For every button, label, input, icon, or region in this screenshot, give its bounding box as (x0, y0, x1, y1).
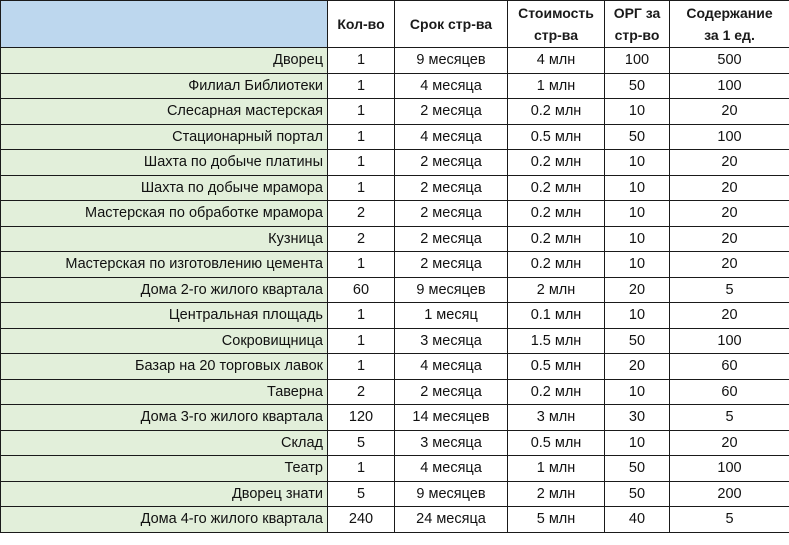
qty-cell[interactable]: 1 (328, 328, 395, 354)
name-cell[interactable]: Дома 4-го жилого квартала (1, 507, 328, 533)
header-corner-cell[interactable] (1, 1, 328, 48)
name-cell[interactable]: Центральная площадь (1, 303, 328, 329)
header-upkeep-line1: Содержание (686, 5, 773, 21)
upkeep-cell[interactable]: 20 (670, 99, 789, 125)
org-cell[interactable]: 10 (605, 430, 670, 456)
header-cost-line2: стр-ва (533, 27, 579, 43)
table-row (1, 175, 789, 201)
qty-cell[interactable]: 1 (328, 150, 395, 176)
table-row (1, 201, 789, 227)
header-cost[interactable] (508, 1, 605, 48)
build-time-cell[interactable]: 2 месяца (395, 99, 508, 125)
table-row (1, 48, 789, 74)
org-cell[interactable]: 100 (605, 48, 670, 74)
build-time-cell[interactable]: 4 месяца (395, 124, 508, 150)
cost-cell[interactable]: 0.2 млн (508, 226, 605, 252)
table-row (1, 99, 789, 125)
upkeep-cell[interactable]: 100 (670, 124, 789, 150)
table-row (1, 150, 789, 176)
header-upkeep-line2: за 1 ед. (704, 27, 755, 43)
cost-cell[interactable]: 0.5 млн (508, 124, 605, 150)
upkeep-cell[interactable]: 5 (670, 405, 789, 431)
qty-cell[interactable]: 1 (328, 456, 395, 482)
cost-cell[interactable]: 1 млн (508, 73, 605, 99)
cost-cell[interactable]: 0.2 млн (508, 201, 605, 227)
upkeep-cell[interactable]: 20 (670, 252, 789, 278)
build-time-cell[interactable]: 4 месяца (395, 354, 508, 380)
upkeep-cell[interactable]: 60 (670, 354, 789, 380)
name-cell[interactable]: Театр (1, 456, 328, 482)
org-cell[interactable]: 50 (605, 481, 670, 507)
qty-cell[interactable]: 2 (328, 226, 395, 252)
upkeep-cell[interactable]: 5 (670, 507, 789, 533)
build-time-cell[interactable]: 4 месяца (395, 456, 508, 482)
upkeep-cell[interactable]: 20 (670, 175, 789, 201)
table-row (1, 430, 789, 456)
org-cell[interactable]: 30 (605, 405, 670, 431)
org-cell[interactable]: 50 (605, 328, 670, 354)
cost-cell[interactable]: 5 млн (508, 507, 605, 533)
name-cell[interactable]: Шахта по добыче платины (1, 150, 328, 176)
header-cost-line1: Стоимость (518, 5, 594, 21)
upkeep-cell[interactable]: 5 (670, 277, 789, 303)
cost-cell[interactable]: 0.2 млн (508, 175, 605, 201)
org-cell[interactable]: 10 (605, 226, 670, 252)
org-cell[interactable]: 10 (605, 303, 670, 329)
cost-cell[interactable]: 2 млн (508, 277, 605, 303)
build-time-cell[interactable]: 2 месяца (395, 379, 508, 405)
header-org-line2: стр-во (614, 27, 660, 43)
name-cell[interactable]: Слесарная мастерская (1, 99, 328, 125)
build-time-cell[interactable]: 2 месяца (395, 201, 508, 227)
qty-cell[interactable]: 1 (328, 303, 395, 329)
org-cell[interactable]: 20 (605, 277, 670, 303)
upkeep-cell[interactable]: 60 (670, 379, 789, 405)
header-org-line1: ОРГ за (613, 5, 661, 21)
cost-cell[interactable]: 0.2 млн (508, 379, 605, 405)
org-cell[interactable]: 10 (605, 379, 670, 405)
build-time-cell[interactable]: 4 месяца (395, 73, 508, 99)
table-row (1, 252, 789, 278)
org-cell[interactable]: 10 (605, 99, 670, 125)
build-time-cell[interactable]: 2 месяца (395, 175, 508, 201)
name-cell[interactable]: Филиал Библиотеки (1, 73, 328, 99)
qty-cell[interactable]: 5 (328, 481, 395, 507)
name-cell[interactable]: Дома 2-го жилого квартала (1, 277, 328, 303)
upkeep-cell[interactable]: 100 (670, 328, 789, 354)
qty-cell[interactable]: 2 (328, 201, 395, 227)
upkeep-cell[interactable]: 100 (670, 456, 789, 482)
qty-cell[interactable]: 1 (328, 354, 395, 380)
qty-cell[interactable]: 120 (328, 405, 395, 431)
header-row (1, 1, 789, 48)
qty-cell[interactable]: 1 (328, 252, 395, 278)
org-cell[interactable]: 10 (605, 175, 670, 201)
table-row (1, 226, 789, 252)
build-time-cell[interactable]: 2 месяца (395, 150, 508, 176)
cost-cell[interactable]: 4 млн (508, 48, 605, 74)
name-cell[interactable]: Таверна (1, 379, 328, 405)
build-time-cell[interactable]: 1 месяц (395, 303, 508, 329)
upkeep-cell[interactable]: 200 (670, 481, 789, 507)
org-cell[interactable]: 50 (605, 124, 670, 150)
qty-cell[interactable]: 1 (328, 99, 395, 125)
org-cell[interactable]: 50 (605, 456, 670, 482)
name-cell[interactable]: Стационарный портал (1, 124, 328, 150)
name-cell[interactable]: Дворец (1, 48, 328, 74)
cost-cell[interactable]: 0.2 млн (508, 99, 605, 125)
upkeep-cell[interactable]: 100 (670, 73, 789, 99)
cost-cell[interactable]: 1.5 млн (508, 328, 605, 354)
cost-cell[interactable]: 2 млн (508, 481, 605, 507)
build-time-cell[interactable]: 9 месяцев (395, 48, 508, 74)
header-upkeep[interactable] (670, 1, 789, 48)
header-org[interactable] (605, 1, 670, 48)
header-qty[interactable]: Кол-во (328, 1, 395, 48)
org-cell[interactable]: 10 (605, 252, 670, 278)
upkeep-cell[interactable]: 20 (670, 430, 789, 456)
org-cell[interactable]: 50 (605, 73, 670, 99)
name-cell[interactable]: Мастерская по обработке мрамора (1, 201, 328, 227)
org-cell[interactable]: 10 (605, 150, 670, 176)
table-row (1, 73, 789, 99)
name-cell[interactable]: Мастерская по изготовлению цемента (1, 252, 328, 278)
cost-cell[interactable]: 0.5 млн (508, 354, 605, 380)
build-time-cell[interactable]: 3 месяца (395, 430, 508, 456)
name-cell[interactable]: Дома 3-го жилого квартала (1, 405, 328, 431)
upkeep-cell[interactable]: 20 (670, 226, 789, 252)
build-time-cell[interactable]: 24 месяца (395, 507, 508, 533)
cost-cell[interactable]: 0.1 млн (508, 303, 605, 329)
table-row (1, 456, 789, 482)
build-time-cell[interactable]: 2 месяца (395, 252, 508, 278)
name-cell[interactable]: Шахта по добыче мрамора (1, 175, 328, 201)
name-cell[interactable]: Дворец знати (1, 481, 328, 507)
build-time-cell[interactable]: 14 месяцев (395, 405, 508, 431)
cost-cell[interactable]: 3 млн (508, 405, 605, 431)
upkeep-cell[interactable]: 20 (670, 150, 789, 176)
upkeep-cell[interactable]: 500 (670, 48, 789, 74)
cost-cell[interactable]: 0.2 млн (508, 150, 605, 176)
org-cell[interactable]: 10 (605, 201, 670, 227)
qty-cell[interactable]: 1 (328, 124, 395, 150)
qty-cell[interactable]: 60 (328, 277, 395, 303)
table-row (1, 481, 789, 507)
table-row (1, 277, 789, 303)
name-cell[interactable]: Сокровищница (1, 328, 328, 354)
table-row (1, 507, 789, 533)
upkeep-cell[interactable]: 20 (670, 201, 789, 227)
cost-cell[interactable]: 1 млн (508, 456, 605, 482)
qty-cell[interactable]: 1 (328, 48, 395, 74)
build-time-cell[interactable]: 2 месяца (395, 226, 508, 252)
name-cell[interactable]: Склад (1, 430, 328, 456)
org-cell[interactable]: 20 (605, 354, 670, 380)
table-row (1, 354, 789, 380)
build-time-cell[interactable]: 9 месяцев (395, 277, 508, 303)
cost-cell[interactable]: 0.2 млн (508, 252, 605, 278)
qty-cell[interactable]: 5 (328, 430, 395, 456)
table-row (1, 328, 789, 354)
qty-cell[interactable]: 2 (328, 379, 395, 405)
qty-cell[interactable]: 240 (328, 507, 395, 533)
table-row (1, 124, 789, 150)
table-row (1, 379, 789, 405)
cost-cell[interactable]: 0.5 млн (508, 430, 605, 456)
name-cell[interactable]: Базар на 20 торговых лавок (1, 354, 328, 380)
table-row (1, 405, 789, 431)
upkeep-cell[interactable]: 20 (670, 303, 789, 329)
qty-cell[interactable]: 1 (328, 175, 395, 201)
org-cell[interactable]: 40 (605, 507, 670, 533)
table-row (1, 303, 789, 329)
header-build-time[interactable]: Срок стр-ва (395, 1, 508, 48)
build-time-cell[interactable]: 9 месяцев (395, 481, 508, 507)
name-cell[interactable]: Кузница (1, 226, 328, 252)
qty-cell[interactable]: 1 (328, 73, 395, 99)
build-time-cell[interactable]: 3 месяца (395, 328, 508, 354)
